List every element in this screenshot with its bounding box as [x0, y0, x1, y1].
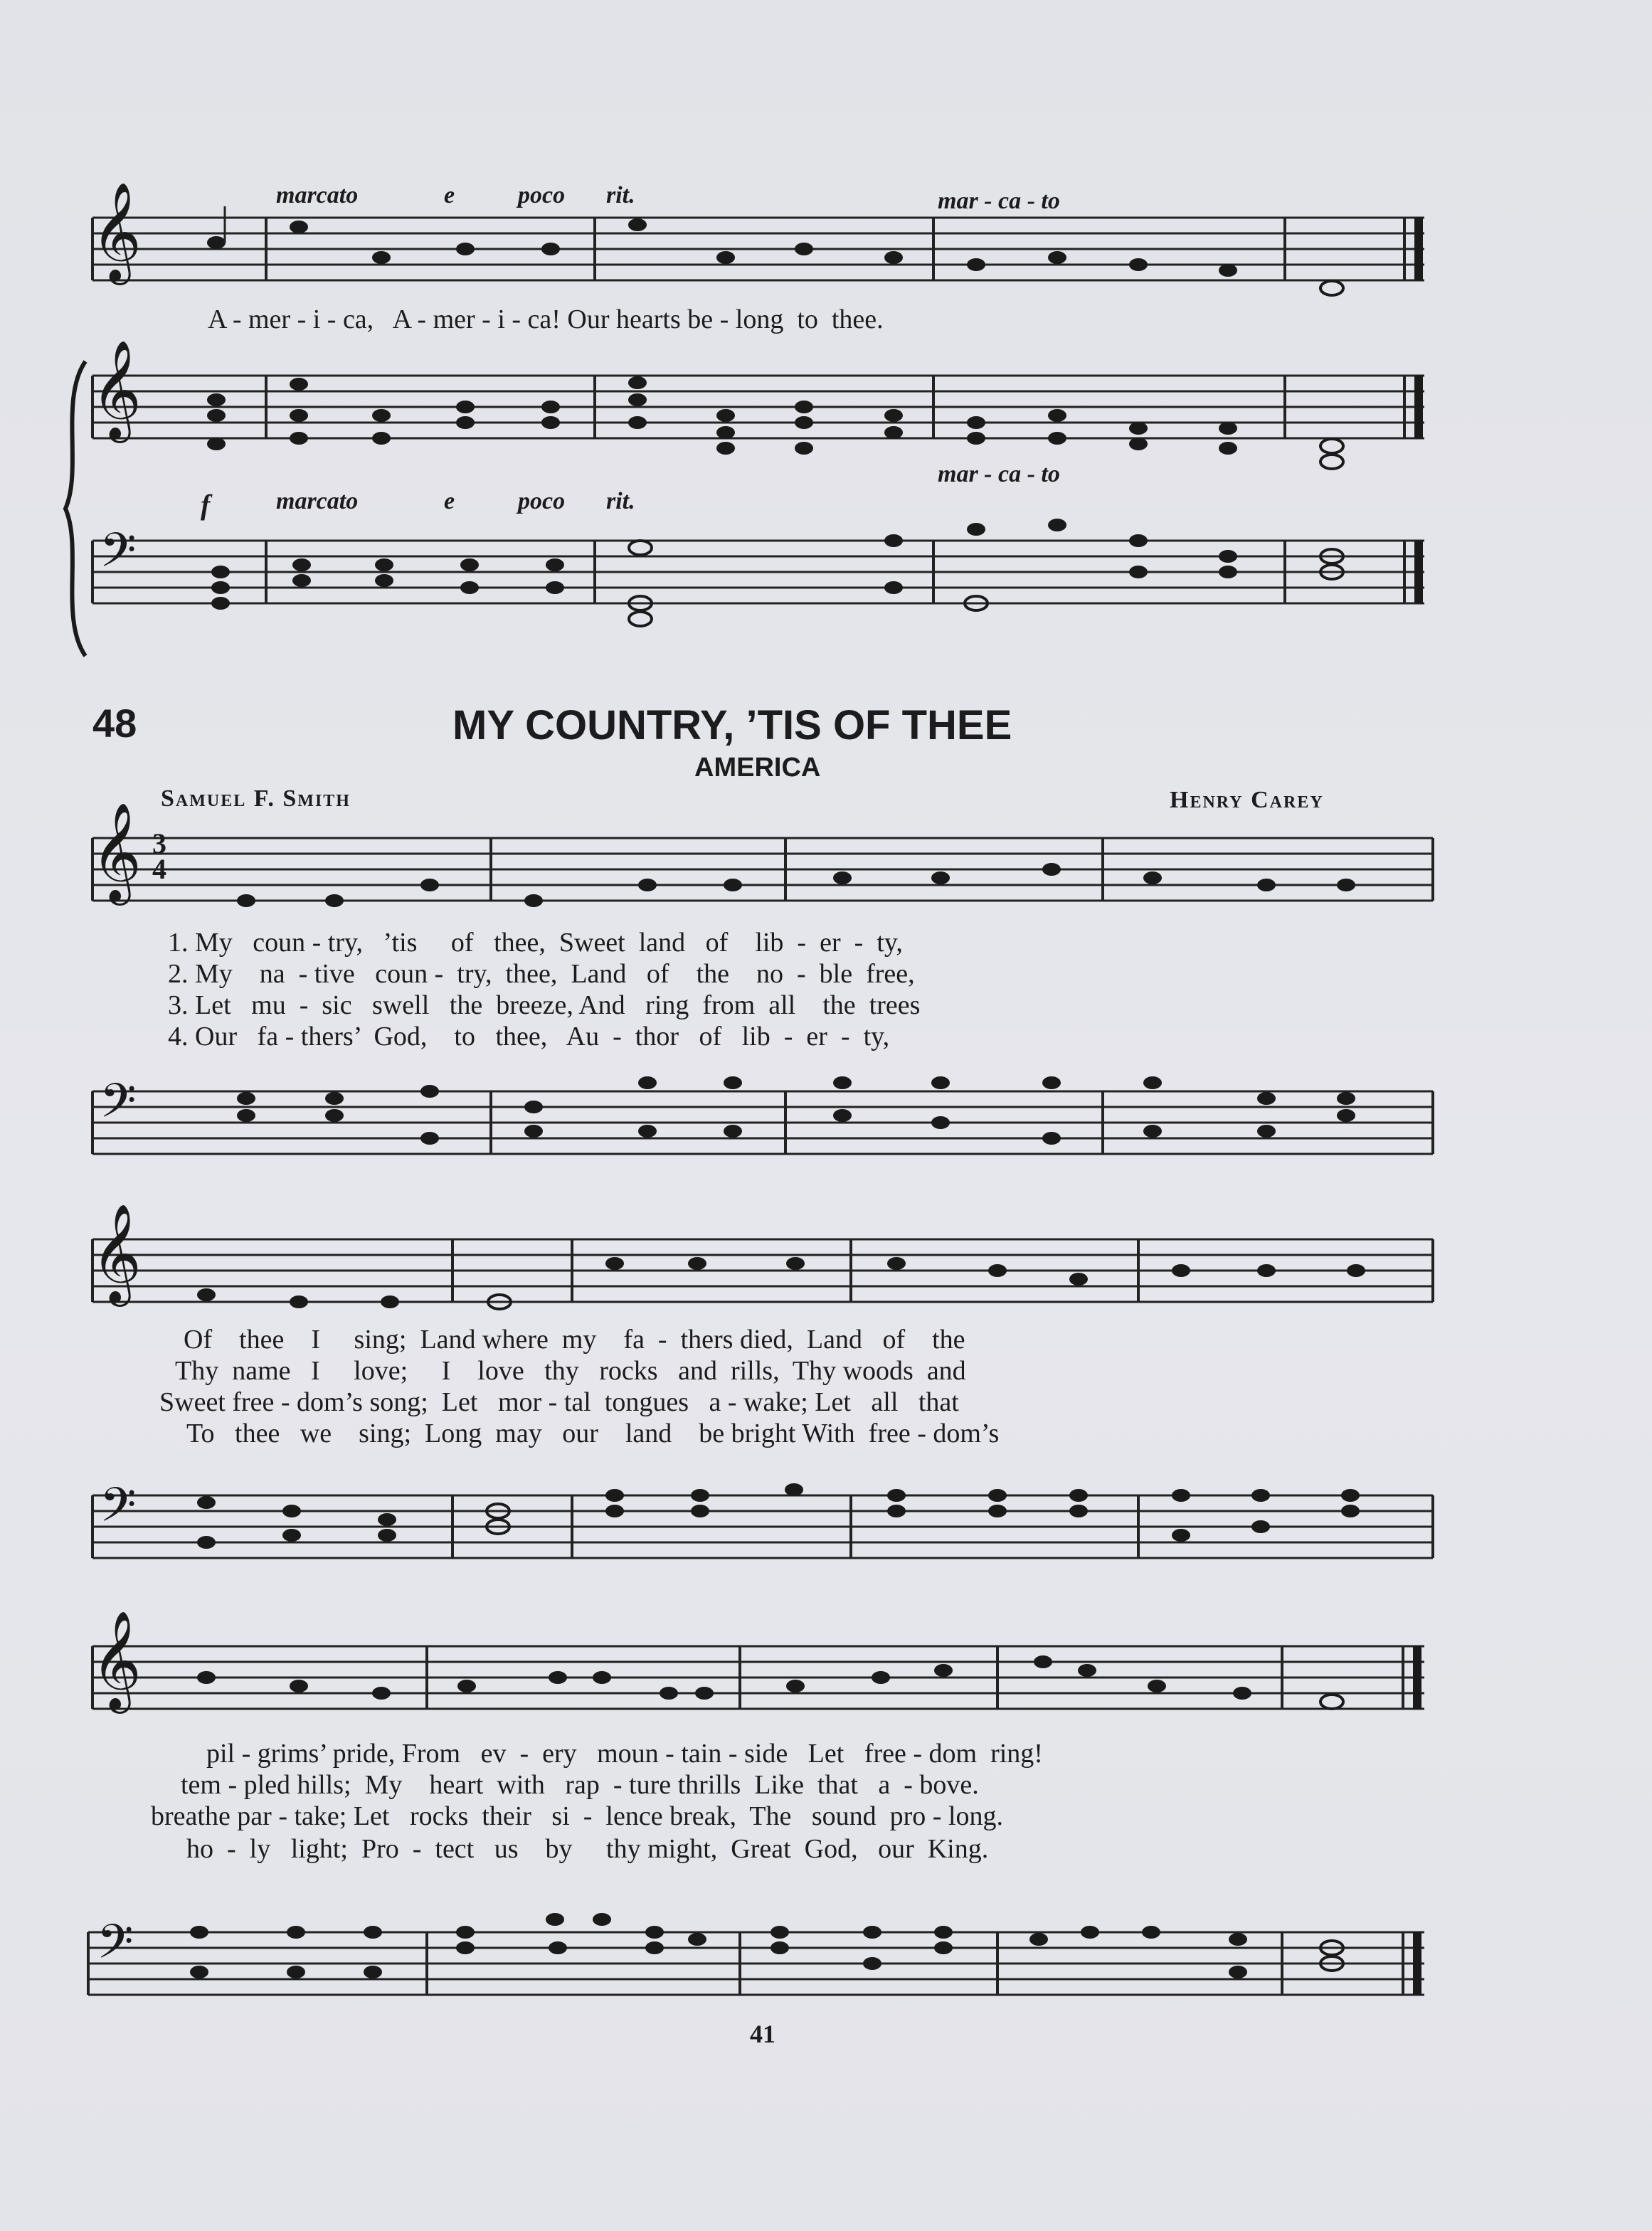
- dynamic-forte: f: [201, 489, 211, 521]
- expression-e: e: [444, 182, 455, 208]
- system3-bass-notes: [190, 1913, 1343, 1978]
- top-piano-bass-staff: [0, 523, 1652, 657]
- verse-3-line-1: 3. Let mu - sic swell the breeze, And ring from all the trees: [168, 990, 921, 1020]
- bass-clef-icon: 𝄢: [97, 1914, 134, 1981]
- system1-bass-staff: [0, 1074, 1652, 1201]
- bass-clef-icon: 𝄢: [100, 1478, 137, 1544]
- system1-bass-notes: [237, 1076, 1355, 1145]
- page-number: 41: [750, 2020, 775, 2048]
- treble-clef-icon: 𝄞: [91, 1204, 142, 1303]
- lyricist-credit: Samuel F. Smith: [161, 785, 351, 812]
- hymn-number: 48: [92, 701, 137, 746]
- verse-2-line-1: 2. My na - tive coun - try, thee, Land of the no - ble free,: [168, 959, 915, 989]
- treble-clef-icon: 𝄞: [91, 802, 142, 901]
- hymn-title: MY COUNTRY, ’TIS OF THEE: [452, 702, 1012, 748]
- expression-marcato-middle: mar - ca - to: [938, 461, 1060, 487]
- expression-poco-lower: poco: [518, 488, 566, 514]
- verse-1-line-2: Of thee I sing; Land where my fa - thers died, Land of the: [184, 1325, 965, 1355]
- composer-credit: Henry Carey: [1170, 787, 1324, 813]
- verse-1-line-3: pil - grims’ pride, From ev - ery moun - tain - side Let free - dom ring!: [206, 1739, 1043, 1769]
- time-signature: 3 4: [152, 827, 166, 885]
- verse-2-line-2: Thy name I love; I love thy rocks and rills, Thy woods and: [175, 1356, 966, 1386]
- verse-3-line-2: Sweet free - dom’s song; Let mor - tal tongues a - wake; Let all that: [159, 1387, 959, 1417]
- system2-bass-staff: [0, 1478, 1652, 1605]
- expression-rit-lower: rit.: [606, 488, 635, 514]
- verse-4-line-3: ho - ly light; Pro - tect us by thy might, Great God, our King.: [186, 1834, 989, 1864]
- top-treble-staff: [0, 206, 1652, 320]
- system2-bass-notes: [197, 1483, 1360, 1549]
- top-lyrics: A - mer - i - ca, A - mer - i - ca! Our hearts be - long to thee.: [208, 304, 884, 334]
- verse-4-line-2: To thee we sing; Long may our land be bright With free - dom’s: [186, 1419, 1000, 1448]
- expression-marcato: marcato: [276, 182, 359, 208]
- verse-4-line-1: 4. Our fa - thers’ God, to thee, Au - thor of lib - er - ty,: [168, 1022, 890, 1051]
- verse-2-line-3: tem - pled hills; My heart with rap - ture thrills Like that a - bove.: [181, 1770, 979, 1800]
- system1-treble-staff: [0, 827, 1652, 940]
- treble-clef-icon: 𝄞: [91, 1611, 142, 1710]
- piano-brace: [51, 356, 94, 662]
- system3-melody: [197, 1655, 1343, 1709]
- treble-clef-icon: 𝄞: [91, 182, 142, 281]
- expression-marcato-lower: marcato: [276, 488, 359, 514]
- expression-poco: poco: [518, 182, 566, 208]
- expression-marcato-syllables: mar - ca - to: [938, 188, 1060, 214]
- melody-notes: [207, 206, 1343, 295]
- tune-name: AMERICA: [694, 753, 821, 783]
- system3-treble-staff: [0, 1635, 1652, 1749]
- bass-clef-icon: 𝄢: [100, 1074, 137, 1140]
- bass-clef-icon: 𝄢: [100, 523, 137, 589]
- expression-e-lower: e: [444, 488, 455, 514]
- top-piano-treble-staff: [0, 364, 1652, 478]
- treble-clef-icon: 𝄞: [91, 340, 142, 439]
- verse-1-line-1: 1. My coun - try, ’tis of thee, Sweet land of lib - er - ty,: [168, 928, 903, 958]
- system3-bass-staff: [0, 1914, 1652, 2042]
- expression-rit: rit.: [606, 182, 635, 208]
- verse-3-line-3: breathe par - take; Let rocks their si - lence break, The sound pro - long.: [151, 1801, 1004, 1831]
